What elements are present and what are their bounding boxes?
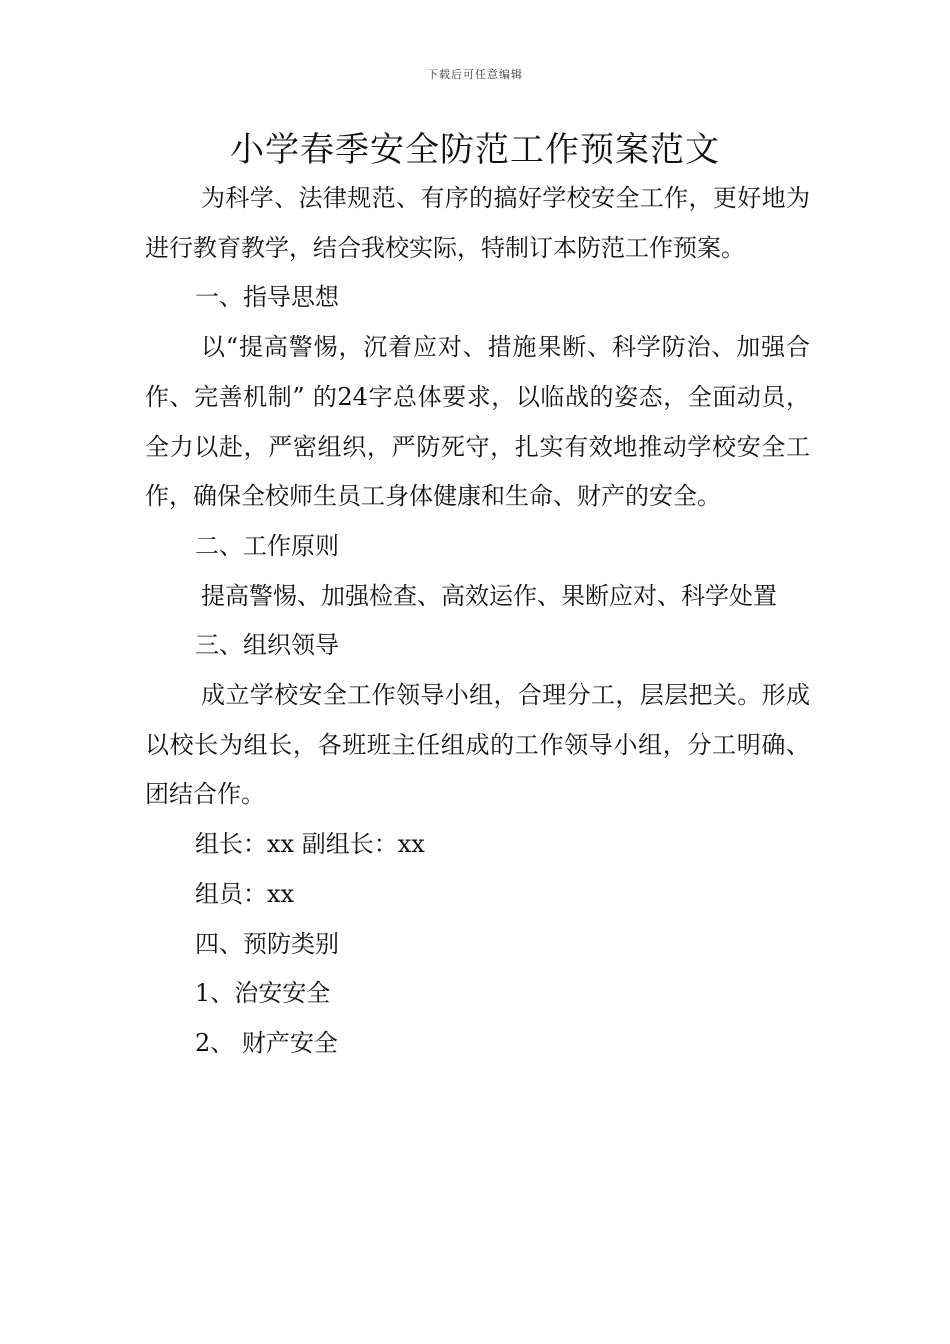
members-line: 组员：xx — [195, 879, 295, 908]
section-heading-organization: 三、组织领导 — [195, 631, 339, 660]
intro-paragraph: 为科学、法律规范、有序的搞好学校安全工作，更好地为进行教育教学，结合我校实际，特制订本防范工作预案。 — [145, 184, 810, 262]
work-principles-paragraph: 提高警惕、加强检查、高效运作、果断应对、科学处置 — [201, 581, 777, 610]
leader-line: 组长：xx 副组长：xx — [195, 830, 425, 859]
document-body — [145, 174, 810, 1069]
document-title: 小学春季安全防范工作预案范文 — [230, 130, 720, 170]
section-heading-work-principles: 二、工作原则 — [195, 531, 339, 560]
section-heading-guiding-ideology: 一、指导思想 — [195, 283, 339, 312]
section-heading-prevention-categories: 四、预防类别 — [195, 929, 339, 958]
list-item: 2、 财产安全 — [195, 1028, 338, 1057]
organization-paragraph: 成立学校安全工作领导小组，合理分工，层层把关。形成以校长为组长，各班班主任组成的工作领导小组，分工明确、团结合作。 — [145, 681, 810, 809]
list-item: 1、治安安全 — [195, 979, 331, 1008]
guiding-ideology-paragraph: 以“提高警惕，沉着应对、措施果断、科学防治、加强合作、完善机制” 的24字总体要求，以临战的姿态，全面动员，全力以赴，严密组织，严防死守，扎实有效地推动学校安全工作，确保全校师生员工身体健康和生命、财产的安全。 — [145, 333, 810, 511]
header-note: 下载后可任意编辑 — [427, 68, 523, 81]
